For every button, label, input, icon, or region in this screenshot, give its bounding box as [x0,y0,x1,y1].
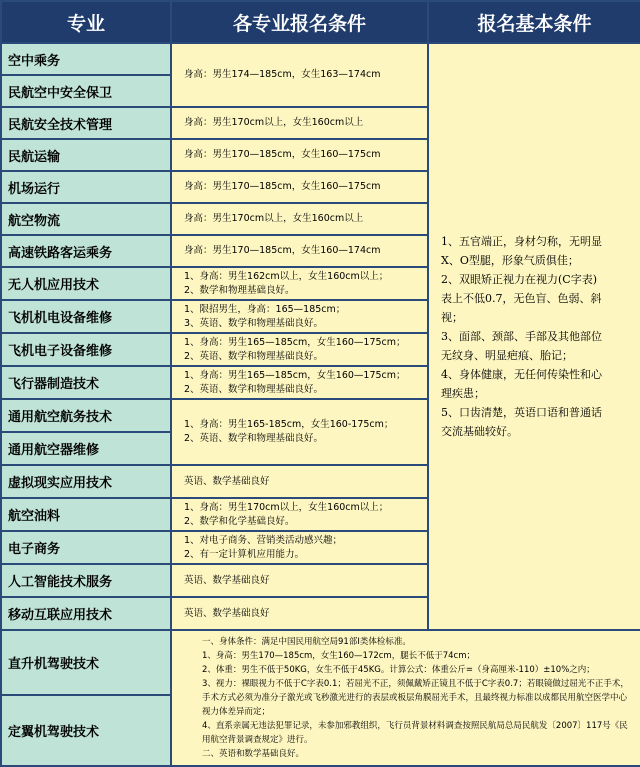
condition-cell [171,366,428,399]
basic-line: 2、双眼矫正视力在视力(C字表) [441,273,597,286]
pilot-condition-line: 二、英语和数学基础良好。 [202,749,305,759]
condition-line: 身高：男生170—185cm，女生160—175cm [184,181,381,192]
condition-line: 1、身高：男生170cm以上，女生160cm以上； [184,501,389,513]
condition-cell [171,300,428,333]
pilot-condition-line: 4、直系亲属无违法犯罪记录，未参加邪教组织，飞行员背景材料调查按照民航局总局民航发〔2007〕117号《民用航空背景调查规定》进行。 [202,721,628,745]
header-conditions: 各专业报名条件 [171,1,428,43]
condition-line: 1、身高：男生165—185cm，女生160—175cm； [184,336,406,348]
major-cell: 民航安全技术管理 [1,107,171,139]
condition-cell [171,333,428,366]
condition-line: 2、数学和物理基础良好。 [184,284,295,296]
major-cell: 民航空中安全保卫 [1,75,171,107]
condition-cell [171,107,428,139]
pilot-condition-line: 3、视力：裸眼视力不低于C字表0.1；若屈光不正，须佩戴矫正镜且不低于C字表0.7；若眼镜做过屈光不正手术，手术方式必须为准分子激光或飞秒激光进行的表层或板层角膜屈光手术，且最终视力标准以成都民用航空医学中心视力体差异而定； [202,679,629,717]
condition-line: 身高：男生170—185cm，女生160—175cm [184,149,381,160]
basic-line: 交流基础较好。 [441,425,518,438]
condition-line: 3、英语、数学和物理基础良好。 [184,317,324,329]
pilot-condition-line: 1、身高：男生170—185cm，女生160—172cm，腿长不低于74cm； [202,651,475,661]
condition-line: 1、身高：男生165-185cm，女生160-175cm； [184,419,394,430]
condition-line: 1、对电子商务、营销类活动感兴趣； [184,534,343,546]
condition-line: 2、英语、数学和物理基础良好。 [184,433,324,444]
basic-line: 5、口齿清楚，英语口语和普通话 [441,406,602,419]
major-cell: 飞机电子设备维修 [1,333,171,366]
basic-line: 视； [441,311,463,324]
major-cell: 飞行器制造技术 [1,366,171,399]
major-cell: 虚拟现实应用技术 [1,465,171,498]
condition-cell [171,203,428,235]
condition-line: 1、限招男生，身高：165—185cm； [184,303,346,315]
condition-cell [171,235,428,267]
condition-cell [171,564,428,597]
major-cell: 航空油料 [1,498,171,531]
condition-line: 1、身高：男生162cm以上，女生160cm以上； [184,270,389,282]
major-cell: 通用航空器维修 [1,432,171,465]
condition-line: 身高：男生170cm以上，女生160cm以上 [184,117,364,128]
condition-cell [171,531,428,564]
major-cell: 机场运行 [1,171,171,203]
basic-line: 1、五官端正，身材匀称，无明显 [441,235,602,248]
major-cell: 飞机机电设备维修 [1,300,171,333]
condition-cell [171,43,428,107]
basic-line: 4、身体健康，无任何传染性和心 [441,368,602,381]
condition-line: 英语、数学基础良好 [184,607,270,619]
condition-line: 英语、数学基础良好 [184,574,270,586]
major-cell: 通用航空航务技术 [1,399,171,432]
condition-line: 身高：男生170cm以上，女生160cm以上 [184,213,364,224]
major-cell: 人工智能技术服务 [1,564,171,597]
condition-cell [171,597,428,630]
pilot-condition-line: 2、体重：男生不低于50KG，女生不低于45KG。计算公式：体重公斤=（身高厘米-110）±10%之内； [202,665,595,675]
condition-line: 2、英语、数学和物理基础良好。 [184,383,324,395]
condition-line: 2、有一定计算机应用能力。 [184,548,305,560]
condition-line: 2、英语、数学和物理基础良好。 [184,350,324,362]
condition-cell [171,267,428,300]
major-cell: 直升机驾驶技术 [1,630,171,695]
major-cell: 无人机应用技术 [1,267,171,300]
condition-cell [171,465,428,498]
condition-line: 身高：男生174—185cm，女生163—174cm [184,69,381,80]
major-cell: 航空物流 [1,203,171,235]
header-basic: 报名基本条件 [428,1,640,43]
pilot-conditions-cell [171,630,640,766]
condition-line: 1、身高：男生165—185cm，女生160—175cm； [184,369,406,381]
pilot-condition-line: 一、身体条件：满足中国民用航空局91部Ⅰ类体检标准。 [202,637,411,647]
basic-line: 无纹身、明显疤痕、胎记； [441,349,573,362]
major-cell: 高速铁路客运乘务 [1,235,171,267]
condition-line: 英语、数学基础良好 [184,475,270,487]
major-cell: 电子商务 [1,531,171,564]
basic-conditions-cell [428,43,640,630]
basic-line: 理疾患； [441,387,485,400]
condition-line: 2、数学和化学基础良好。 [184,515,295,527]
major-cell: 移动互联应用技术 [1,597,171,630]
basic-line: X、O型腿，形象气质俱佳； [441,254,579,267]
condition-cell [171,498,428,531]
basic-line: 表上不低0.7，无色盲、色弱、斜 [441,292,602,305]
condition-cell [171,171,428,203]
major-cell: 定翼机驾驶技术 [1,695,171,766]
header-major: 专业 [1,1,171,43]
condition-cell [171,139,428,171]
major-cell: 民航运输 [1,139,171,171]
basic-line: 3、面部、颈部、手部及其他部位 [441,330,602,343]
condition-cell [171,399,428,465]
major-cell: 空中乘务 [1,43,171,75]
condition-line: 身高：男生170—185cm，女生160—174cm [184,245,381,256]
